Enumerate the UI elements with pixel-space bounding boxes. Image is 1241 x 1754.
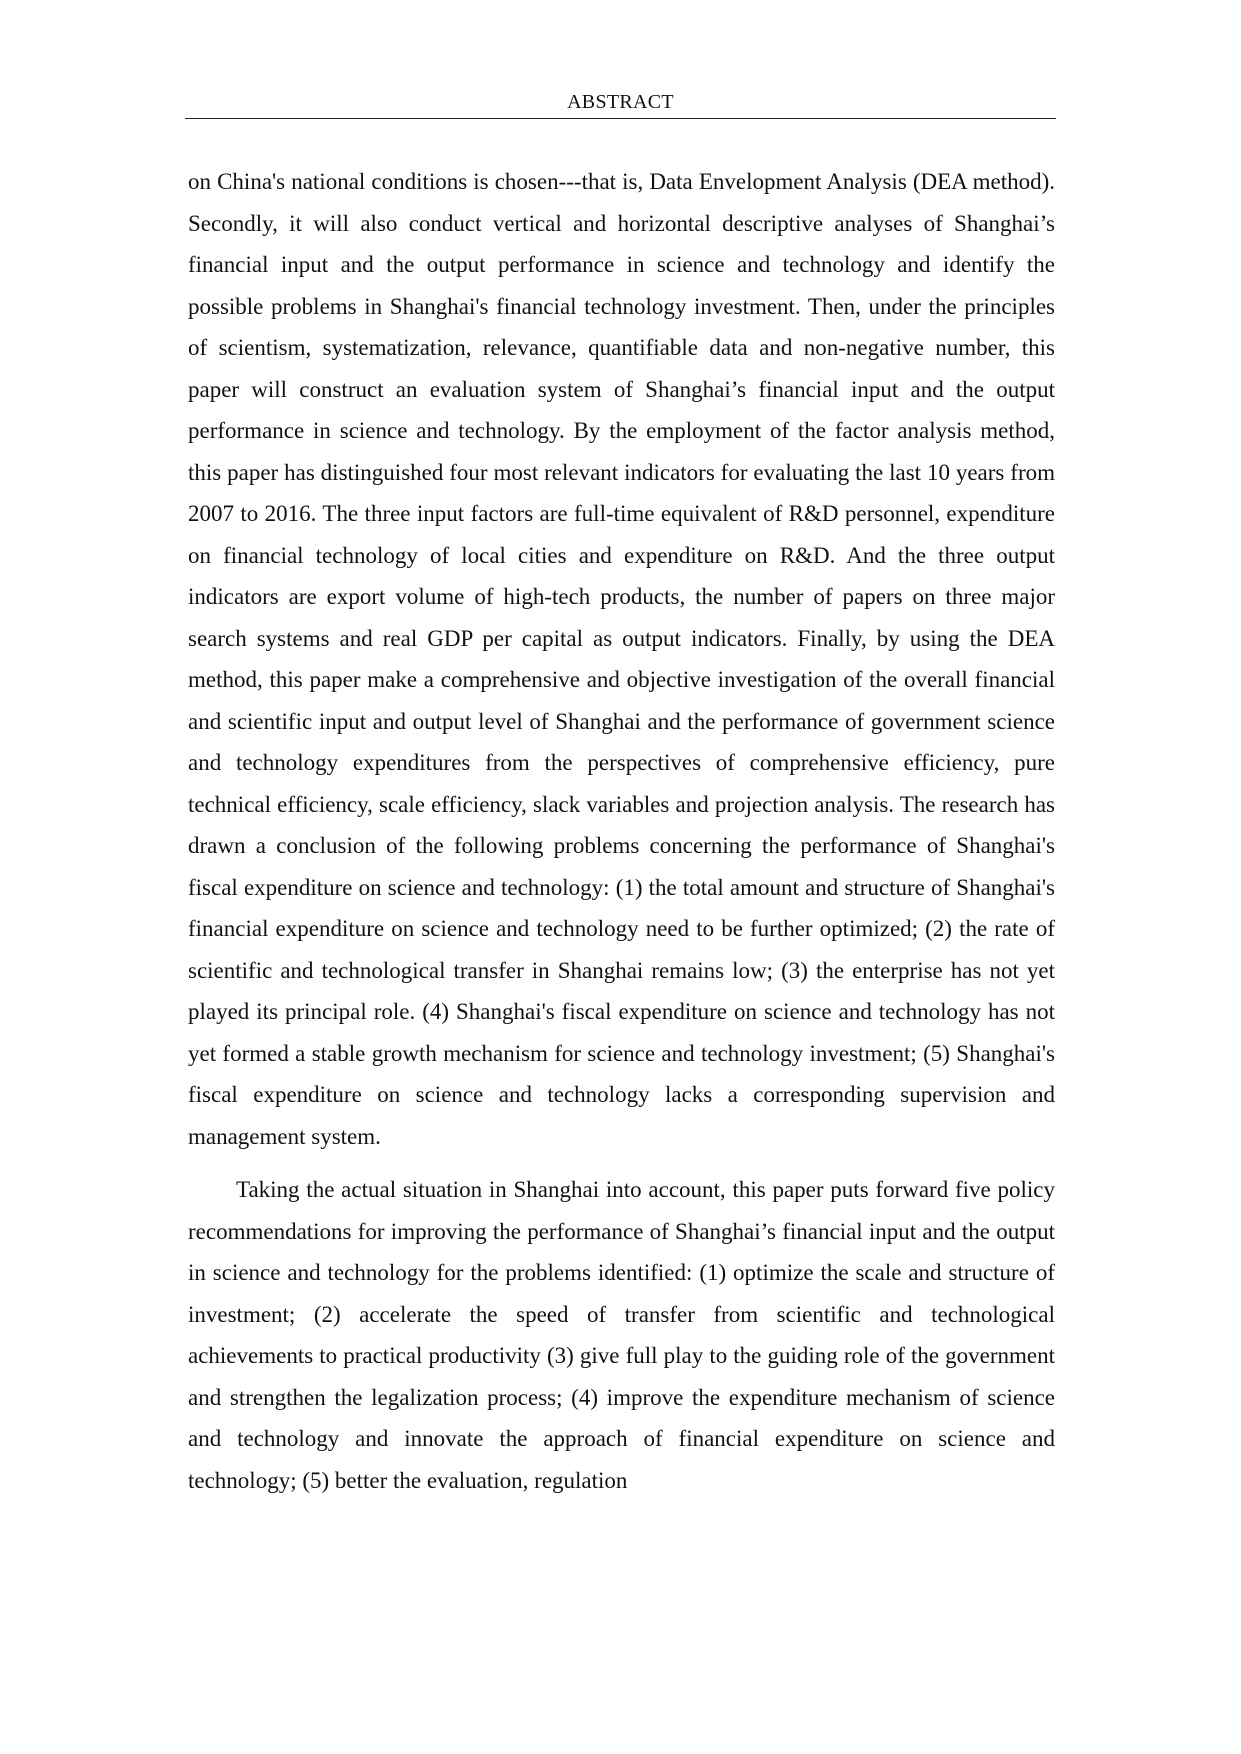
paragraph-recommendations: Taking the actual situation in Shanghai into account, this paper puts forward five policy recommendations for improving the performance of Shanghai’s financial input and the output in science and technology for the problems identified: (1) optimize the scale and structure of investment; (2) accelerate the speed of transfer from scientific and technological achievements to practical productivity (3) give full play to the guiding role of the government and strengthen the legalization process; (4) improve the expenditure mechanism of science and technology and innovate the approach of financial expenditure on science and technology; (5) better the evaluation, regulation bbox=[188, 1177, 1055, 1493]
header-divider bbox=[185, 118, 1056, 119]
running-header: ABSTRACT bbox=[567, 91, 674, 113]
paragraph-continued: on China's national conditions is chosen---that is, Data Envelopment Analysis (DEA method). Secondly, it will also conduct vertical and horizontal descriptive analyses of Shanghai’s financial input and the output performance in science and technology and identify the possible problems in Shanghai's financial technology investment. Then, under the principles of scientism, systematization, relevance, quantifiable data and non-negative number, this paper will construct an evaluation system of Shanghai’s financial input and the output performance in science and technology. By the employment of the factor analysis method, this paper has distinguished four most relevant indicators for evaluating the last 10 years from 2007 to 2016. The three input factors are full-time equivalent of R&D personnel, expenditure on financial technology of local cities and expenditure on R&D. And the three output indicators are export volume of high-tech products, the number of papers on three major search systems and real GDP per capital as output indicators. Finally, by using the DEA method, this paper make a comprehensive and objective investigation of the overall financial and scientific input and output level of Shanghai and the performance of government science and technology expenditures from the perspectives of comprehensive efficiency, pure technical efficiency, scale efficiency, slack variables and projection analysis. The research has drawn a conclusion of the following problems concerning the performance of Shanghai's fiscal expenditure on science and technology: (1) the total amount and structure of Shanghai's financial expenditure on science and technology need to be further optimized; (2) the rate of scientific and technological transfer in Shanghai remains low; (3) the enterprise has not yet played its principal role. (4) Shanghai's fiscal expenditure on science and technology has not yet formed a stable growth mechanism for science and technology investment; (5) Shanghai's fiscal expenditure on science and technology lacks a corresponding supervision and management system. bbox=[188, 169, 1055, 1149]
abstract-body bbox=[188, 161, 1055, 1501]
